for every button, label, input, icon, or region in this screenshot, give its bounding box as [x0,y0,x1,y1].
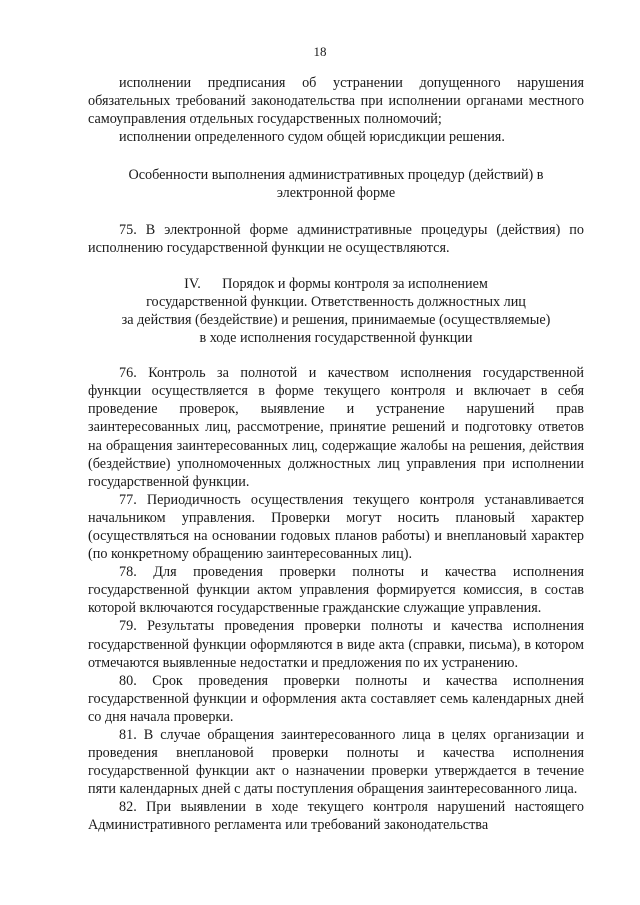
intro-paragraph-1: исполнении предписания об устранении допущенного нарушения обязательных требований законодательства при исполнении органами местного самоуправления отдельных государственных полномочий; [88,75,584,128]
paragraph-77: 77. Периодичность осуществления текущего контроля устанавливается начальником управления. Проверки могут носить плановый характер (осуществляться на основании годовых планов работы) и внеплановый характер (по конкретному обращению заинтересованных лиц). [88,491,584,563]
paragraph-79: 79. Результаты проведения проверки полноты и качества исполнения государственной функции оформляются в виде акта (справки, письма), в котором отмечаются выявленные недостатки и предложения по их устранению. [88,618,584,671]
heading-electronic-form [88,166,584,202]
section-iv-line-2: государственной функции. Ответственность должностных лиц [146,293,526,310]
paragraph-80: 80. Срок проведения проверки полноты и качества исполнения государственной функции и оформления акта составляет семь календарных дней со дня начала проверки. [88,672,584,725]
intro-paragraph-2: исполнении определенного судом общей юрисдикции решения. [119,129,505,146]
document-body [88,74,584,835]
section-iv-line-3: за действия (бездействие) и решения, принимаемые (осуществляемые) [121,311,551,328]
section-iv-heading [88,275,584,347]
section-number: IV. [184,275,201,292]
section-iv-line-4: в ходе исполнения государственной функции [199,330,473,347]
paragraph-75: 75. В электронной форме административные процедуры (действия) по исполнению государственной функции не осуществляются. [88,221,584,256]
heading-electronic-line-2: электронной форме [276,185,396,202]
section-iv-line-1 [88,275,584,293]
heading-electronic-line-1: Особенности выполнения административных процедур (действий) в [128,167,544,184]
paragraph-76: 76. Контроль за полнотой и качеством исполнения государственной функции осуществляется в форме текущего контроля и включает в себя проведение проверок, выявление и устранение нарушений прав заинтересованных лиц, рассмотрение, принятие решений и подготовку ответов на обращения заинтересованных лиц, содержащие жалобы на решения, действия (бездействие) уполномоченных должностных лиц управления при исполнении государственной функции. [88,365,584,490]
page-number: 18 [313,44,327,59]
paragraph-82: 82. При выявлении в ходе текущего контроля нарушений настоящего Административного регламента или требований законодательства [88,799,584,834]
paragraph-78: 78. Для проведения проверки полноты и качества исполнения государственной функции актом управления формируется комиссия, в состав которой включаются государственные гражданские служащие управления. [88,564,584,617]
section-iv-title-1: Порядок и формы контроля за исполнением [222,275,488,292]
paragraph-81: 81. В случае обращения заинтересованного лица в целях организации и проведения внеплановой проверки полноты и качества исполнения государственной функции акт о назначении проверки утверждается в течение пяти календарных дней с даты поступления обращения заинтересованного лица. [88,727,584,798]
